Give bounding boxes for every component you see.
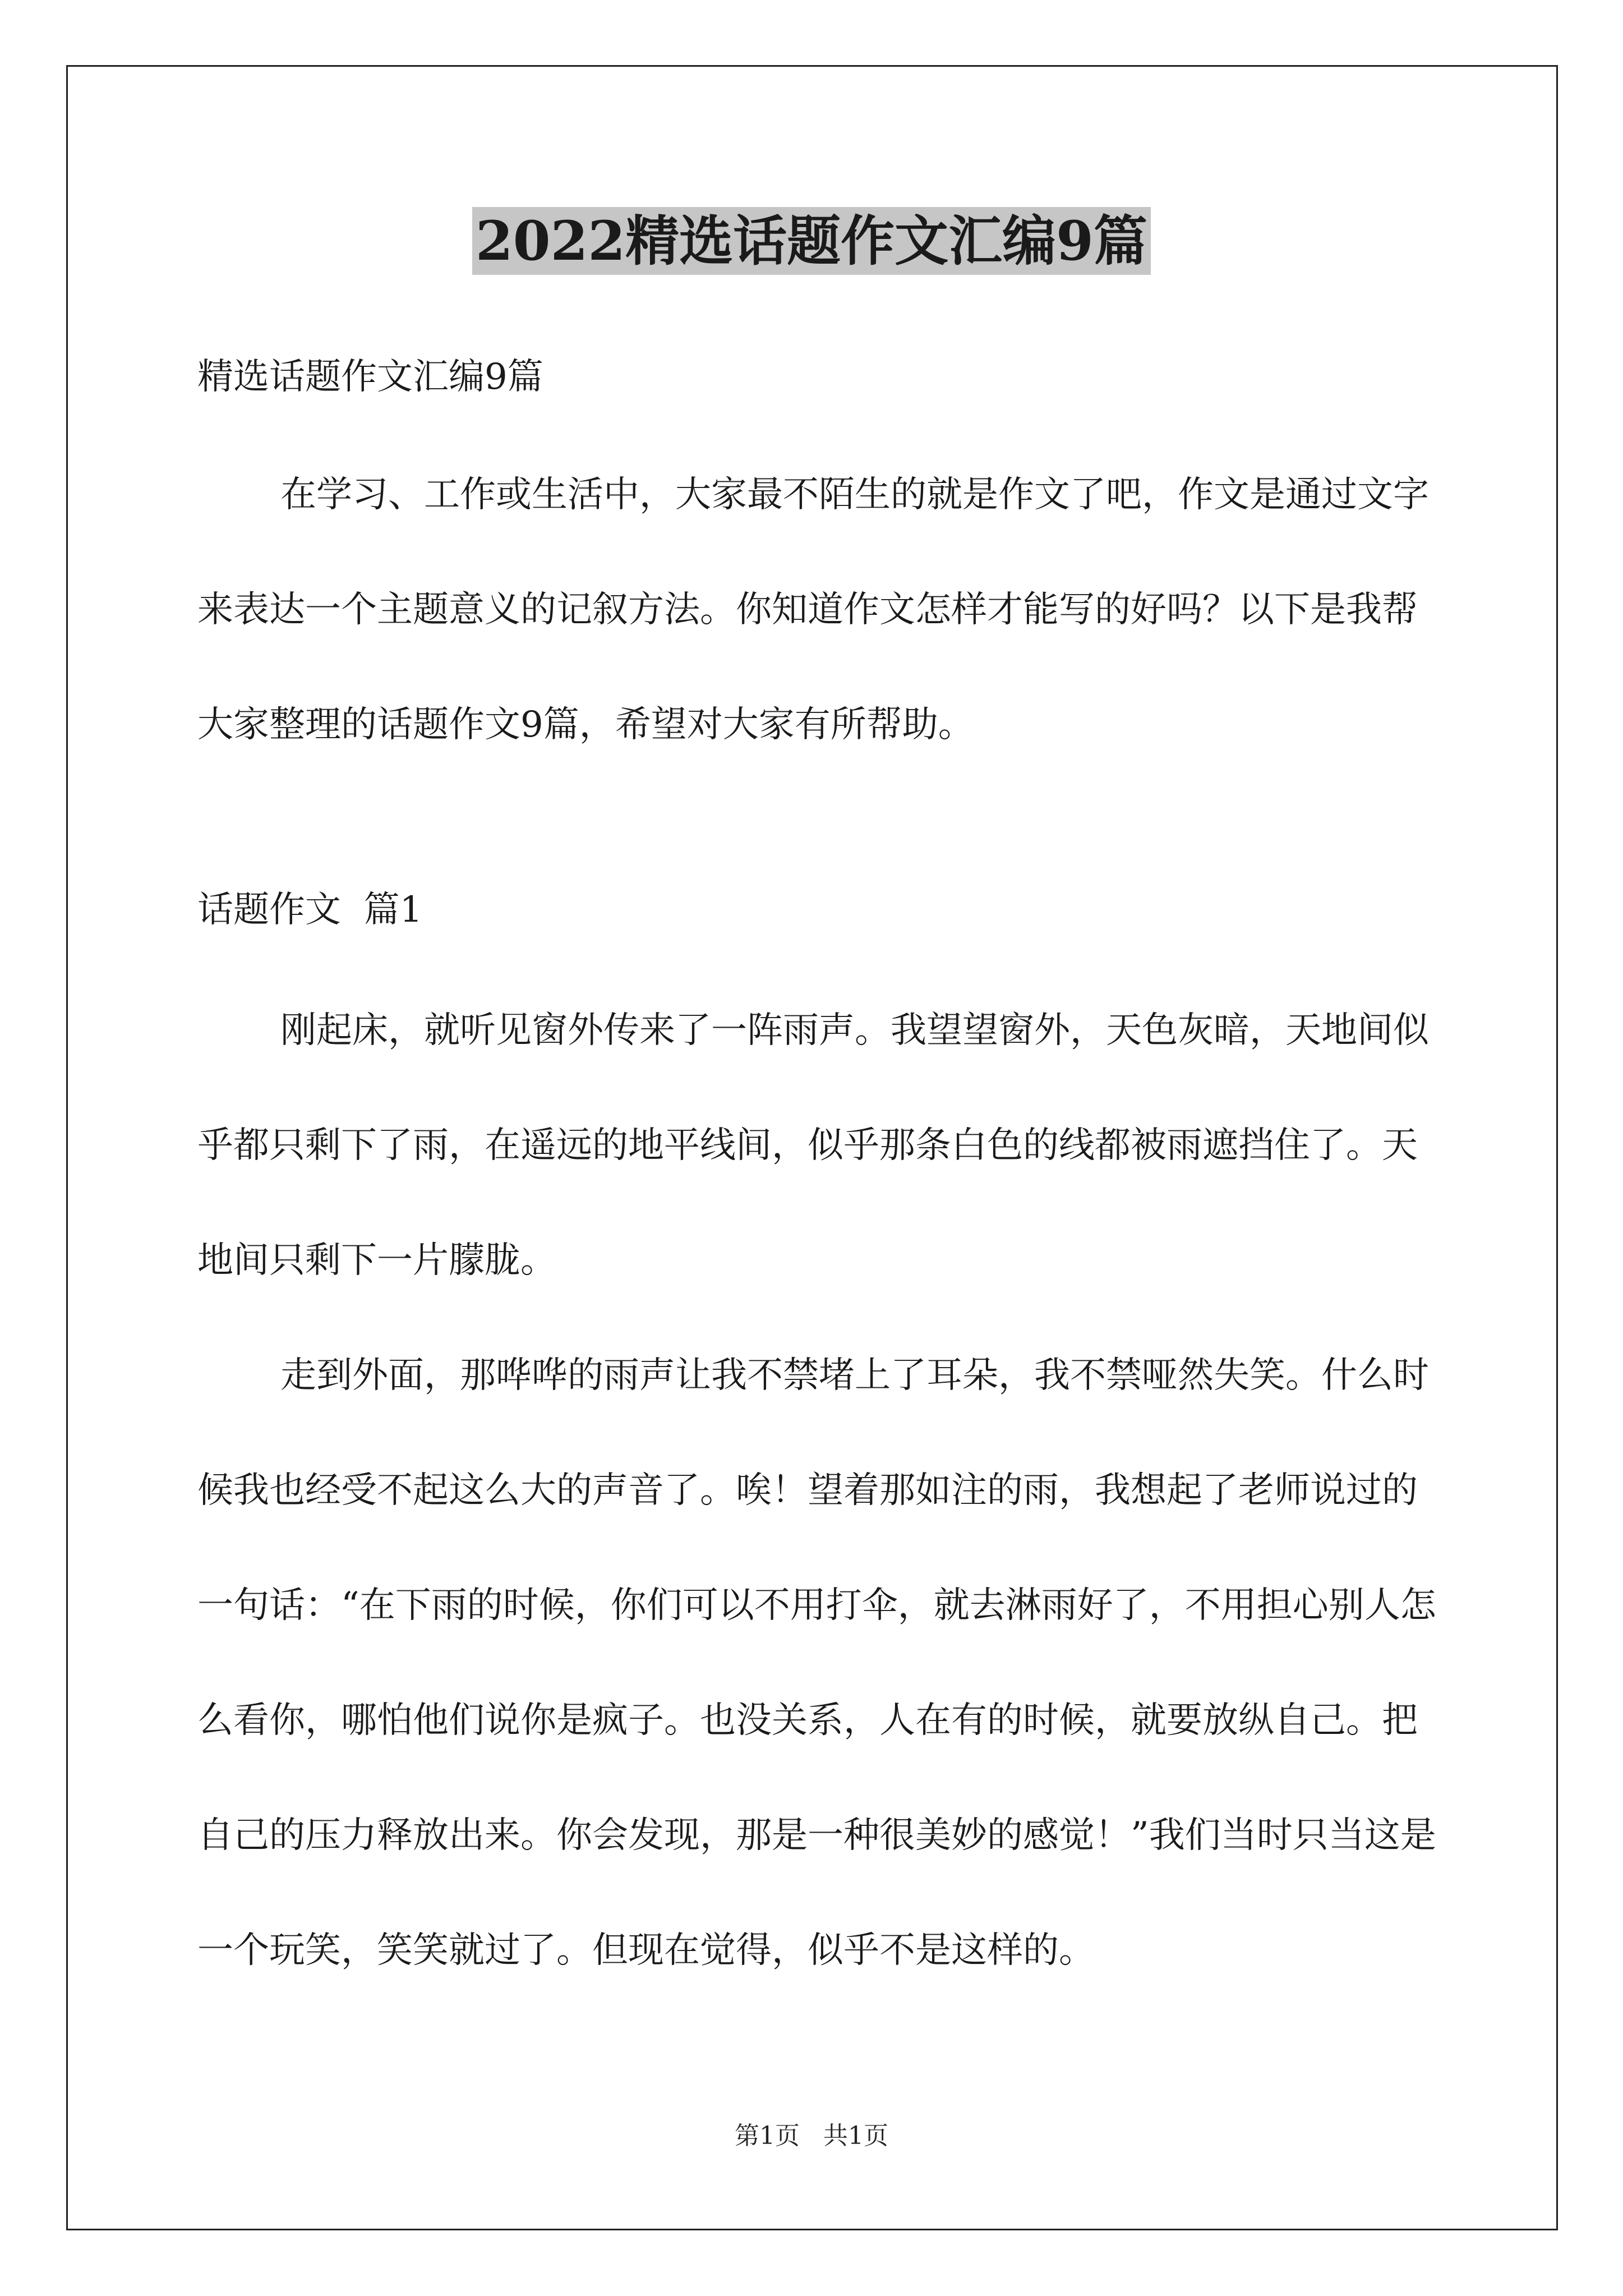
- intro-paragraph: 在学习、工作或生活中，大家最不陌生的就是作文了吧，作文是通过文字来表达一个主题意义的记叙方法。你知道作文怎样才能写的好吗？以下是我帮大家整理的话题作文9篇，希望对大家有所帮助。: [197, 474, 1429, 746]
- page-footer: 第1页 共1页: [735, 2122, 888, 2150]
- document-title-text: 2022精选话题作文汇编9篇: [472, 207, 1151, 275]
- body-paragraph-1: 刚起床，就听见窗外传来了一阵雨声。我望望窗外，天色灰暗，天地间似乎都只剩下了雨，在遥远的地平线间，似乎那条白色的线都被雨遮挡住了。天地间只剩下一片朦胧。: [197, 1010, 1429, 1281]
- document-subtitle: 精选话题作文汇编9篇: [197, 356, 543, 398]
- body-paragraph-2: 走到外面，那哗哗的雨声让我不禁堵上了耳朵，我不禁哑然失笑。什么时候我也经受不起这么大的声音了。唉！望着那如注的雨，我想起了老师说过的一句话：“在下雨的时候，你们可以不用打伞，就去淋雨好了，不用担心别人怎么看你，哪怕他们说你是疯子。也没关系，人在有的时候，就要放纵自己。把自己的压力释放出来。你会发现，那是一种很美妙的感觉！”我们当时只当这是一个玩笑，笑笑就过了。但现在觉得，似乎不是这样的。: [197, 1355, 1436, 1971]
- section-heading: 话题作文 篇1: [197, 889, 423, 931]
- document-title: [0, 202, 1623, 280]
